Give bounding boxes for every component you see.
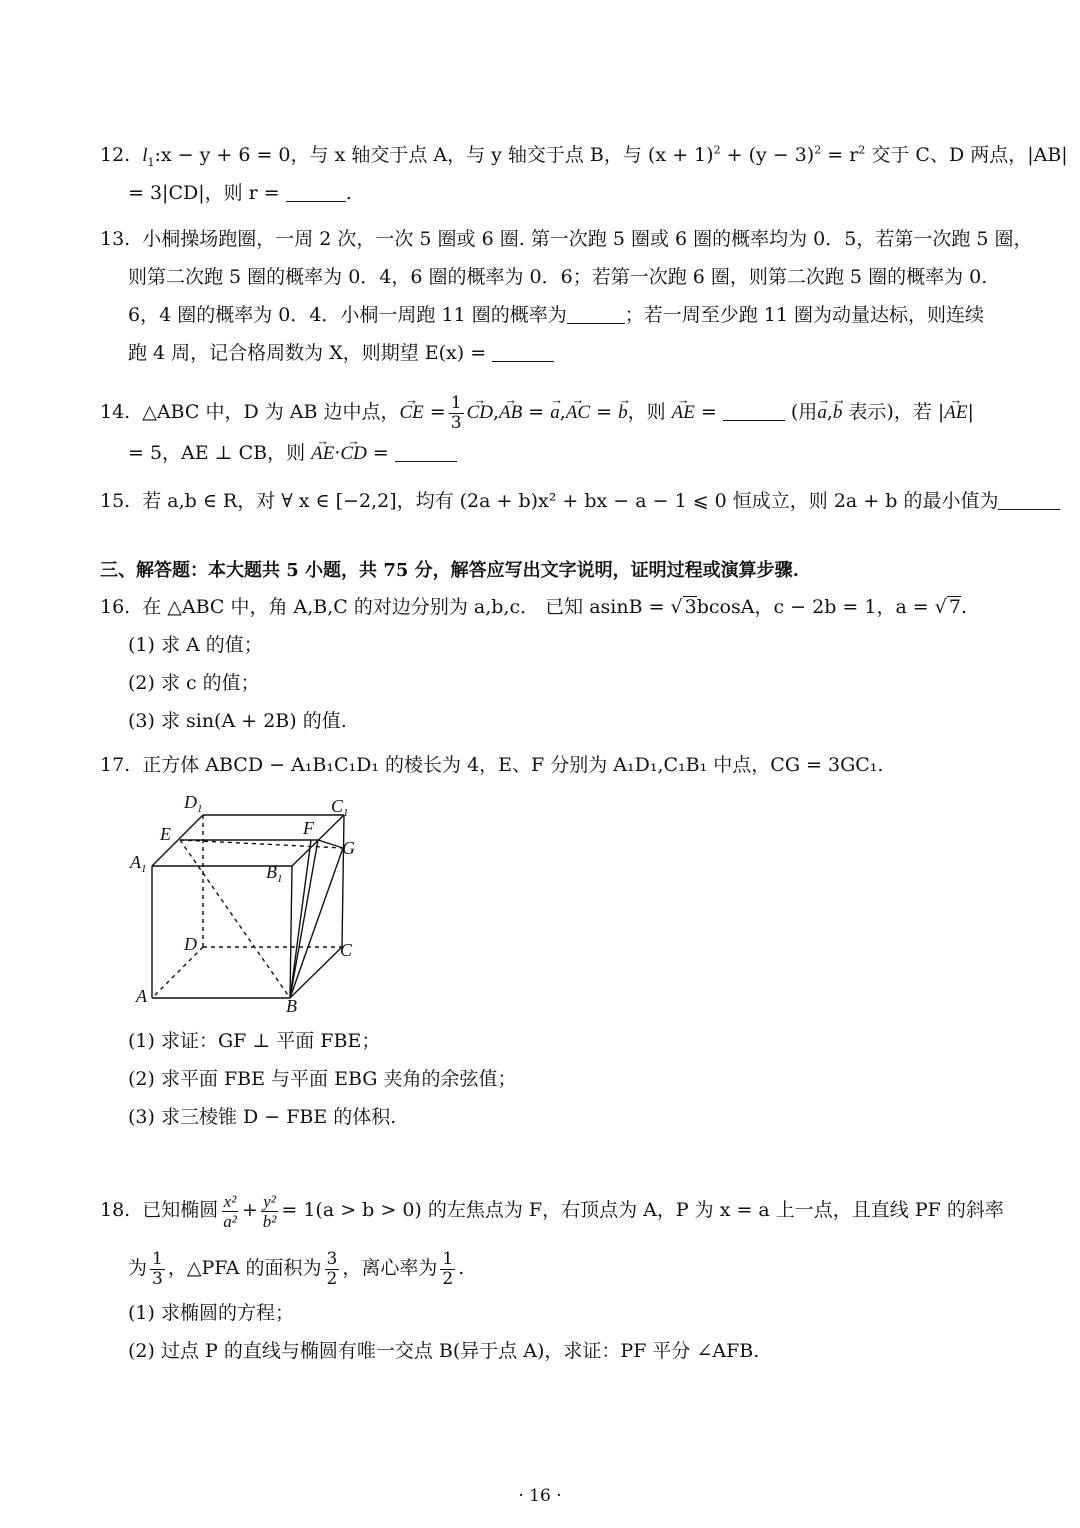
label-D1: $D_1$: [184, 792, 203, 815]
q18-fraction-x: $\frac{\text{x²}}{\text{a²}}$: [223, 1191, 237, 1231]
q13-line2: [128, 264, 987, 290]
q13-text-3a: 6，4 圈的概率为 0．4．小桐一周跑 11 圈的概率为: [128, 304, 567, 326]
label-D: D: [184, 934, 197, 954]
q17-part1: (1) 求证：GF ⊥ 平面 FBE；: [128, 1030, 381, 1052]
label-C1: $C_1$: [331, 796, 349, 819]
q16-line: 16. 在 △ABC 中，角 A,B,C 的对边分别为 a,b,c． 已知 asinB = √ 3bcosA，c − 2b = 1，a = √ 7.: [100, 596, 968, 618]
q16-sqrt-7: 7: [948, 596, 961, 618]
q12-number: 12.: [100, 144, 131, 166]
q18-text-c: 为: [128, 1257, 148, 1279]
label-A: A: [136, 986, 147, 1006]
q18-text-d: ，△PFA 的面积为: [167, 1257, 322, 1279]
q13-text-3b: ；若一周至少跑 11 圈为动量达标，则连续: [624, 304, 984, 326]
q13-text-4: 跑 4 周，记合格周数为 X，则期望 E(x) =: [128, 342, 493, 364]
q13-text-2: 则第二次跑 5 圈的概率为 0．4，6 圈的概率为 0．6；若第一次跑 6 圈，则第二次跑 5 圈的概率为 0.: [128, 266, 988, 288]
q12-line1: 12. $l_1:x - y + 6 = 0$，与 x 轴交于点 A，与 y 轴交于点 B，与 $(x + 1)^2 + (y - 3)^2 = r^2$ 交于 C、D 两点，|AB|: [100, 143, 1068, 169]
q18-fraction-ecc: $\frac{1}{2}$: [442, 1248, 454, 1289]
q16-part1: (1) 求 A 的值；: [128, 634, 263, 656]
q15-text: 若 a,b ∈ R，对 ∀ x ∈ [−2,2]，均有 (2a + b)x² + bx − a − 1 ⩽ 0 恒成立，则 2a + b 的最小值为: [142, 490, 999, 512]
q18-text-a: 已知椭圆: [142, 1199, 219, 1221]
segment-FG: [318, 840, 343, 848]
q18-number: 18.: [100, 1199, 131, 1221]
q13-answer-blank-2: [492, 343, 554, 362]
q13-number: 13.: [100, 228, 131, 250]
q13-line1: [100, 226, 1033, 252]
q18-line1: [100, 1188, 1004, 1232]
q12-answer-blank: [286, 183, 346, 202]
q14-number: 14.: [100, 401, 131, 423]
q12-text-a: :x − y + 6 = 0，与 x 轴交于点 A，与 y 轴交于点 B，与 (x + 1): [154, 144, 714, 166]
label-E: E: [160, 824, 171, 844]
q13-line4: [128, 340, 554, 366]
q18-fraction-y: $\frac{\text{y²}}{\text{b²}}$: [262, 1191, 277, 1231]
q12-text-c: = r: [821, 144, 859, 166]
q16-number: 16.: [100, 596, 131, 618]
q16-text-c: bcosA，c − 2b = 1，a =: [696, 596, 935, 618]
q16-text-e: .: [960, 596, 968, 618]
edge-DA-dashed: [152, 947, 203, 998]
label-F: F: [303, 818, 314, 838]
q16-text-a: 在 △ABC 中，角 A,B,C 的对边分别为 a,b,c． 已知 asinB =: [142, 596, 671, 618]
q14-line1: 14. △ABC 中，D 为 AB 边中点，→ CE = $\frac{1}{3}$ → CD,→ AB = → a,→ AC = → b，则 → AE = (用→ a,→ b 表示)，若 |→ AE|: [100, 392, 974, 433]
label-G: G: [342, 838, 355, 858]
q18-plus: +: [241, 1199, 258, 1221]
q18-fraction-slope: $\frac{1}{3}$: [152, 1248, 163, 1289]
q17-part2: (2) 求平面 FBE 与平面 EBG 夹角的余弦值；: [128, 1068, 517, 1090]
q12-text-b: + (y − 3): [720, 144, 815, 166]
segment-FB-2: [290, 840, 311, 998]
label-C: C: [340, 940, 353, 960]
q14-text-f: =: [366, 442, 395, 464]
q13-text-1: 小桐操场跑圈，一周 2 次，一次 5 圈或 6 圈. 第一次跑 5 圈或 6 圈的概率均为 0．5，若第一次跑 5 圈，: [142, 228, 1033, 250]
q18-line2: [128, 1246, 464, 1290]
q18-text-f: .: [458, 1257, 465, 1279]
q13-line3: [128, 302, 984, 328]
q17-text: 正方体 ABCD − A₁B₁C₁D₁ 的棱长为 4，E、F 分别为 A₁D₁,C₁B₁ 中点，CG = 3GC₁.: [142, 754, 884, 776]
label-B1: $B_1$: [266, 862, 283, 885]
q14-answer-blank-2: [395, 443, 457, 462]
q12-end: .: [345, 182, 352, 204]
q16-part3: (3) 求 sin(A + 2B) 的值.: [128, 710, 347, 732]
label-A1: $A_1$: [130, 852, 147, 875]
q18-fraction-area: $\frac{3}{2}$: [326, 1248, 338, 1289]
section-heading: 三、解答题：本大题共 5 小题，共 75 分，解答应写出文字说明，证明过程或演算步骤.: [100, 560, 799, 581]
q14-fraction: $\frac{1}{3}$: [450, 392, 462, 433]
label-B: B: [286, 996, 297, 1016]
page-number: · 16 ·: [518, 1486, 562, 1506]
q18-text-b: = 1(a > b > 0) 的左焦点为 F，右顶点为 A，P 为 x = a 上一点，且直线 PF 的斜率: [281, 1199, 1004, 1221]
q15-number: 15.: [100, 490, 131, 512]
q15-line: [100, 488, 1060, 514]
segment-EG-dashed: [180, 840, 343, 848]
q13-answer-blank-1: [567, 305, 625, 324]
q16-sqrt-3: 3: [684, 596, 697, 618]
q12-line2: [128, 180, 352, 206]
q14-text-d: 表示)，若 |: [848, 401, 945, 423]
q18-text-e: ，离心率为: [342, 1257, 438, 1279]
q17-line: [100, 752, 883, 778]
q14-answer-blank-1: [723, 402, 785, 421]
edge-B1B: [290, 866, 292, 998]
q14-line2: = 5，AE ⊥ CB，则 → AE·→ CD =: [128, 440, 457, 467]
q14-text-b: ，则: [627, 401, 666, 423]
q14-text-e: = 5，AE ⊥ CB，则: [128, 442, 306, 464]
q18-part2: (2) 过点 P 的直线与椭圆有唯一交点 B(异于点 A)，求证：PF 平分 ∠AFB.: [128, 1340, 760, 1362]
q12-text-d: 交于 C、D 两点，|AB|: [865, 144, 1068, 166]
q12-text-e: = 3|CD|，则 r =: [128, 182, 286, 204]
q17-number: 17.: [100, 754, 131, 776]
cube-figure: [128, 790, 368, 1020]
q17-part3: (3) 求三棱锥 D − FBE 的体积.: [128, 1106, 397, 1128]
q15-answer-blank: [998, 491, 1060, 510]
edge-C1C: [342, 815, 344, 947]
q14-text-c: (用: [790, 401, 818, 423]
q16-part2: (2) 求 c 的值；: [128, 672, 260, 694]
q18-part1: (1) 求椭圆的方程；: [128, 1302, 294, 1324]
q14-text-a: △ABC 中，D 为 AB 边中点，: [142, 401, 400, 423]
segment-GB: [290, 848, 343, 998]
